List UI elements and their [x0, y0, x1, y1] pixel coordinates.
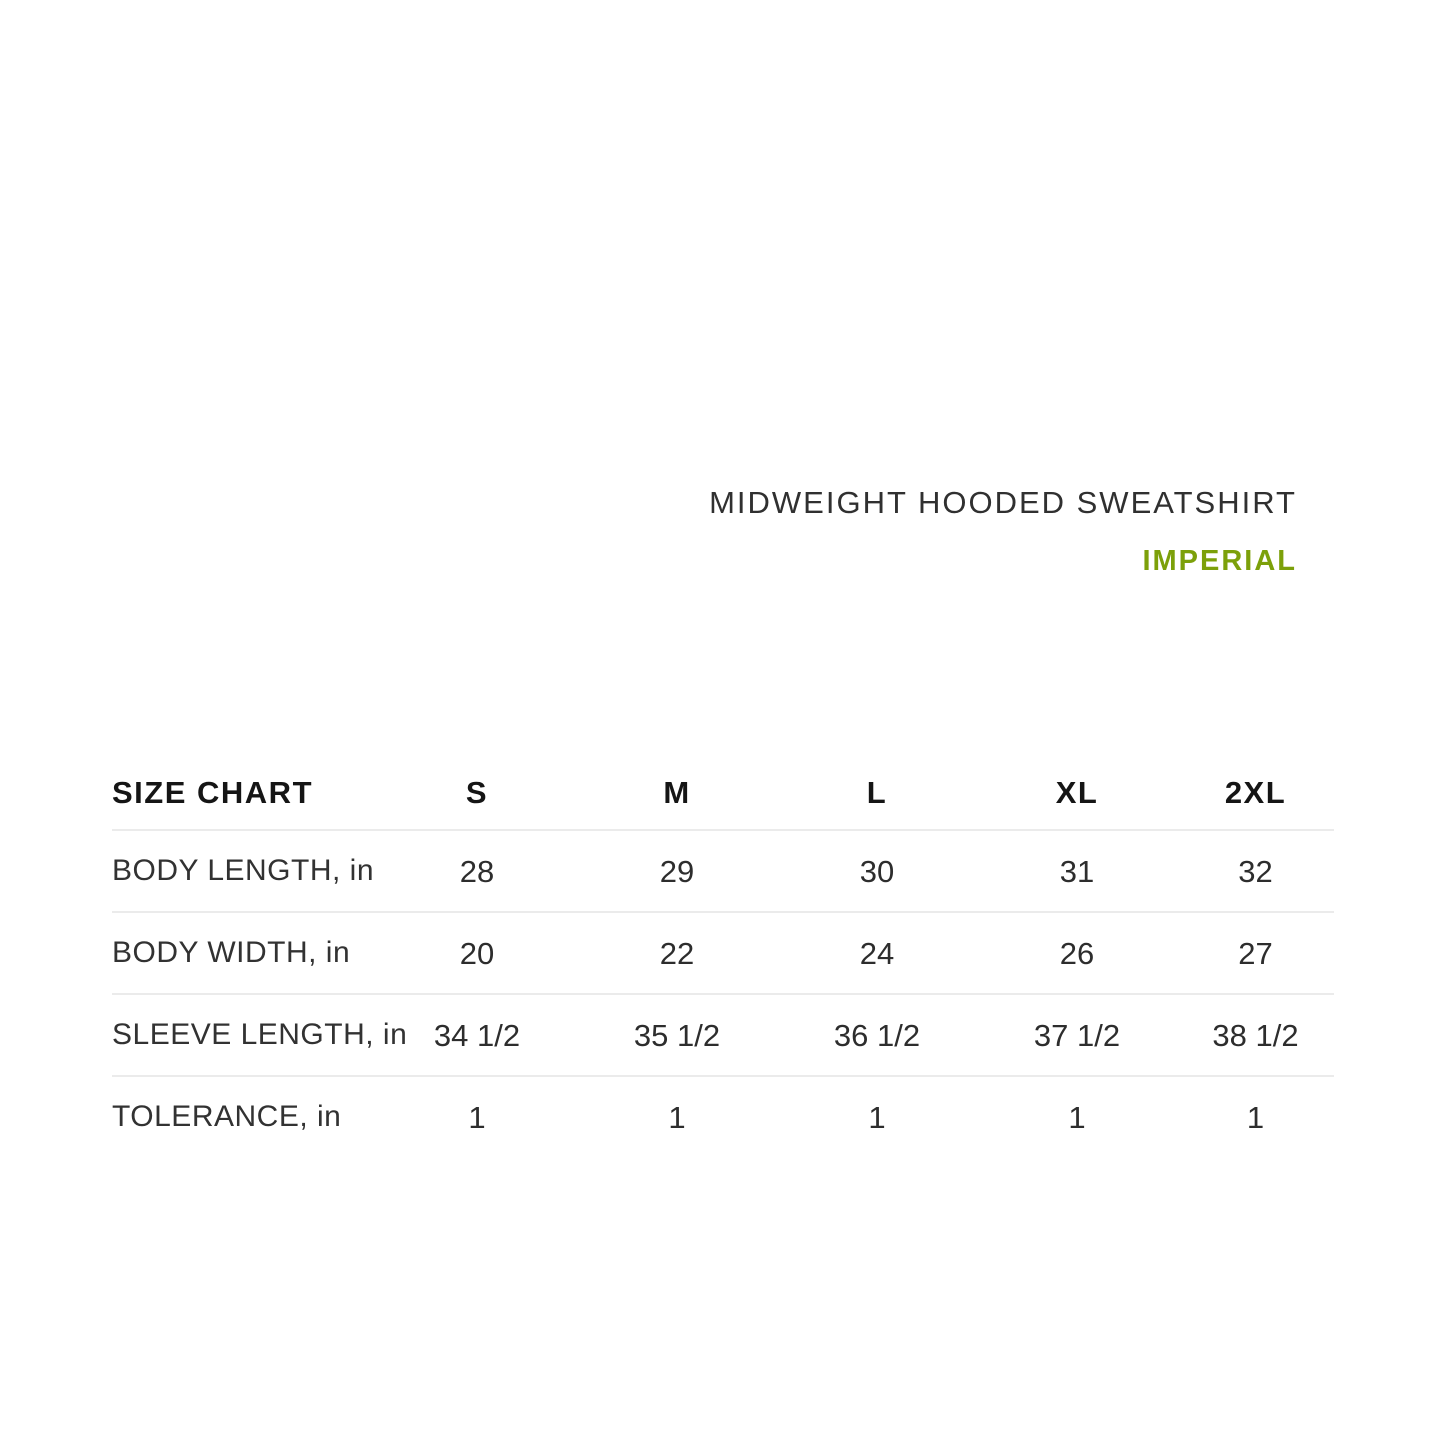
size-chart-header-row: [112, 755, 1334, 829]
column-header-m: M: [663, 774, 691, 810]
unit-toggle-imperial[interactable]: IMPERIAL: [1142, 545, 1297, 577]
cell-value: 38 1/2: [1212, 1017, 1299, 1053]
cell-value: 1: [1246, 1099, 1265, 1135]
table-row-body-length: [112, 829, 1334, 911]
cell-value: 20: [459, 935, 495, 971]
cell-value: 28: [459, 853, 495, 889]
cell-value: 30: [859, 853, 895, 889]
cell-value: 1: [668, 1099, 686, 1135]
cell-value: 1: [1068, 1099, 1086, 1135]
column-header-xl: XL: [1055, 774, 1099, 810]
cell-value: 22: [659, 935, 695, 971]
row-label: BODY WIDTH, in: [112, 936, 351, 969]
cell-value: 27: [1238, 935, 1273, 971]
row-label: SLEEVE LENGTH, in: [112, 1018, 408, 1051]
column-header-s: S: [465, 774, 489, 810]
table-row-tolerance: [112, 1075, 1334, 1157]
cell-value: 34 1/2: [433, 1017, 521, 1053]
cell-value: 24: [859, 935, 895, 971]
cell-value: 29: [659, 853, 695, 889]
cell-value: 1: [868, 1099, 886, 1135]
row-label: TOLERANCE, in: [112, 1100, 342, 1133]
size-chart-title: SIZE CHART: [112, 774, 313, 810]
product-title: MIDWEIGHT HOODED SWEATSHIRT: [709, 485, 1297, 520]
cell-value: 35 1/2: [633, 1017, 721, 1053]
cell-value: 1: [468, 1099, 486, 1135]
size-chart-table: [112, 755, 1334, 1157]
cell-value: 32: [1238, 853, 1273, 889]
cell-value: 36 1/2: [833, 1017, 921, 1053]
product-header: [709, 486, 1297, 576]
table-row-sleeve-length: [112, 993, 1334, 1075]
table-row-body-width: [112, 911, 1334, 993]
cell-value: 31: [1059, 853, 1095, 889]
cell-value: 26: [1059, 935, 1095, 971]
cell-value: 37 1/2: [1033, 1017, 1121, 1053]
row-label: BODY LENGTH, in: [112, 854, 375, 887]
column-header-2xl: 2XL: [1224, 774, 1287, 810]
column-header-l: L: [866, 774, 888, 810]
